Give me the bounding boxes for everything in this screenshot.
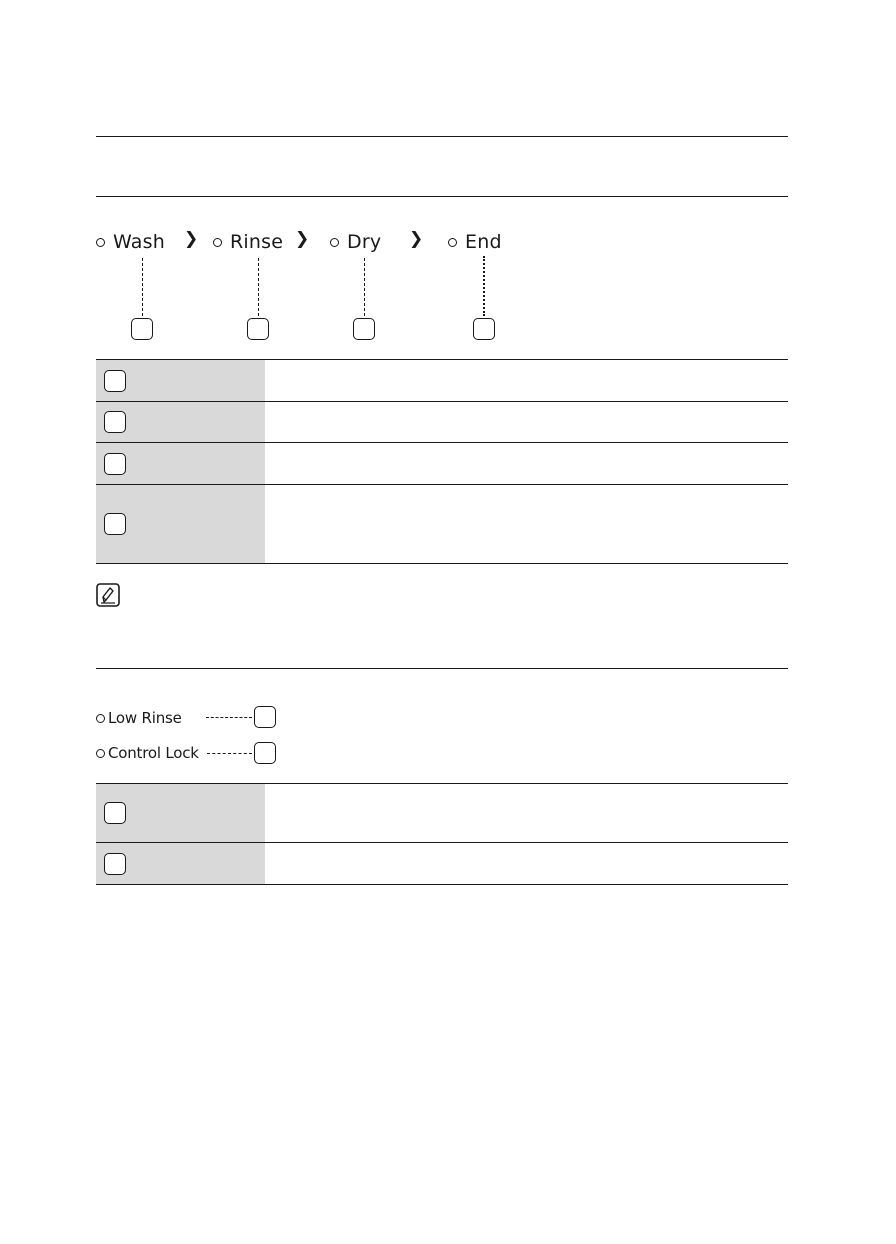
stage-wash bbox=[96, 228, 165, 256]
leader-line-low-rinse bbox=[206, 717, 252, 718]
table-row bbox=[96, 443, 788, 485]
table-row bbox=[96, 485, 788, 564]
leader-line-wash bbox=[142, 258, 143, 316]
callout-box bbox=[104, 513, 126, 535]
callout-box bbox=[104, 411, 126, 433]
stage-rinse bbox=[213, 228, 283, 256]
callout-box bbox=[104, 370, 126, 392]
stage-label: Rinse bbox=[230, 231, 284, 253]
row-label-cell bbox=[96, 402, 265, 442]
callout-box-dry bbox=[353, 318, 375, 340]
indicator-lamp-icon bbox=[96, 749, 105, 758]
table-row bbox=[96, 843, 788, 885]
stage-label: Wash bbox=[113, 231, 165, 253]
option-label: Control Lock bbox=[108, 744, 199, 762]
chevron-right-icon: ❯ bbox=[184, 229, 199, 249]
table-row bbox=[96, 784, 788, 843]
indicator-lamp-icon bbox=[96, 238, 105, 247]
callout-box-wash bbox=[131, 318, 153, 340]
indicator-lamp-icon bbox=[330, 238, 339, 247]
stage-label: End bbox=[465, 231, 502, 253]
leader-line-dry bbox=[364, 258, 365, 316]
indicator-lamp-icon bbox=[448, 238, 457, 247]
row-label-cell bbox=[96, 443, 265, 484]
callout-box bbox=[104, 853, 126, 875]
indicator-lamp-icon bbox=[213, 238, 222, 247]
table-row bbox=[96, 360, 788, 402]
chevron-right-icon: ❯ bbox=[409, 229, 424, 249]
row-label-cell bbox=[96, 784, 265, 842]
stage-dry bbox=[330, 228, 381, 256]
row-description bbox=[265, 784, 788, 842]
callout-box-end bbox=[473, 318, 495, 340]
stage-end bbox=[448, 228, 502, 256]
row-label-cell bbox=[96, 843, 265, 884]
option-label: Low Rinse bbox=[108, 709, 182, 727]
row-label-cell bbox=[96, 485, 265, 563]
option-low-rinse bbox=[96, 707, 182, 729]
section-top-rule bbox=[96, 136, 788, 137]
section-header-rule bbox=[96, 196, 788, 197]
row-label-cell bbox=[96, 360, 265, 401]
callout-box-low-rinse bbox=[254, 706, 276, 728]
leader-line-control-lock bbox=[207, 753, 252, 754]
indicator-lamp-icon bbox=[96, 714, 105, 723]
callout-box-rinse bbox=[247, 318, 269, 340]
leader-line-rinse bbox=[258, 258, 259, 316]
row-description bbox=[265, 402, 788, 442]
callout-box bbox=[104, 453, 126, 475]
stage-label: Dry bbox=[347, 231, 382, 253]
row-description bbox=[265, 443, 788, 484]
row-description bbox=[265, 843, 788, 884]
note-pencil-icon bbox=[96, 583, 120, 607]
row-description bbox=[265, 485, 788, 563]
callout-box-control-lock bbox=[254, 742, 276, 764]
row-description bbox=[265, 360, 788, 401]
options-section-rule bbox=[96, 668, 788, 669]
leader-line-end bbox=[483, 256, 485, 316]
option-control-lock bbox=[96, 742, 199, 764]
chevron-right-icon: ❯ bbox=[295, 229, 310, 249]
callout-box bbox=[104, 802, 126, 824]
table-row bbox=[96, 402, 788, 443]
